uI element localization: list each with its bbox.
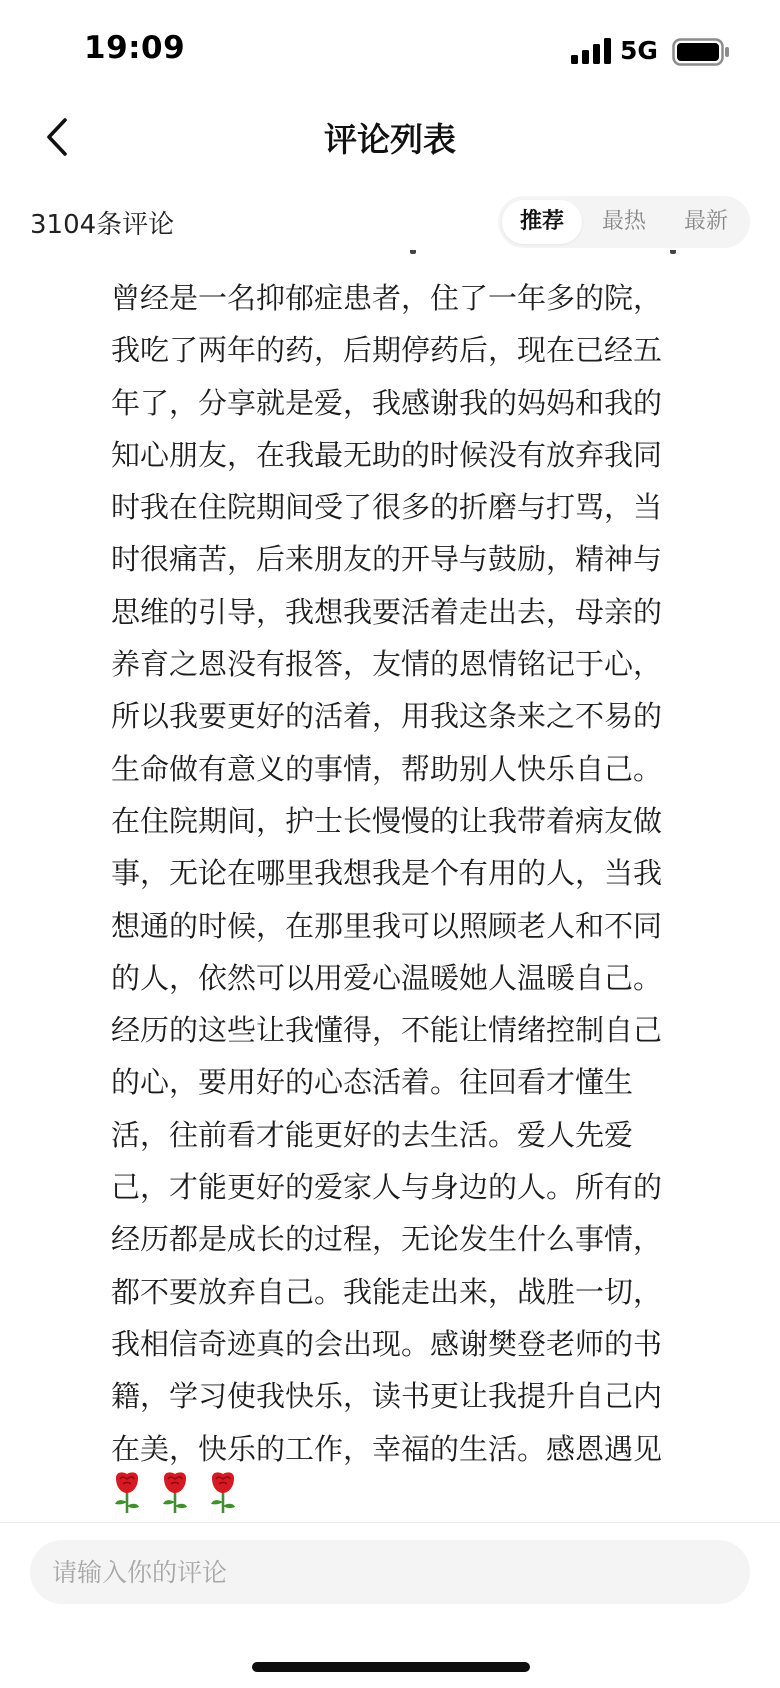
home-indicator[interactable]	[252, 1662, 530, 1672]
comment-line: 时很痛苦，后来朋友的开导与鼓励，精神与	[111, 542, 663, 577]
tab-hottest[interactable]: 最热	[601, 209, 646, 234]
comment-line: 在美，快乐的工作，幸福的生活。感恩遇见	[111, 1431, 663, 1466]
rose-icon	[159, 1470, 191, 1514]
comment-line: 的人，依然可以用爱心温暖她人温暖自己。	[111, 960, 663, 995]
status-time: 19:09	[84, 30, 186, 66]
tab-recommended[interactable]: 推荐	[502, 200, 582, 244]
comment-line: 年了，分享就是爱，我感谢我的妈妈和我的	[111, 385, 663, 420]
comment-line: 经历的这些让我懂得，不能让情绪控制自己	[111, 1013, 663, 1048]
comment-line: 籍，学习使我快乐，读书更让我提升自己内	[111, 1379, 663, 1414]
comment-line: 想通的时候，在那里我可以照顾老人和不同	[111, 908, 663, 943]
page-title: 评论列表	[324, 120, 456, 159]
comment-body	[111, 272, 731, 1475]
emoji-row	[111, 1470, 239, 1518]
comment-line: 我相信奇迹真的会出现。感谢樊登老师的书	[111, 1326, 663, 1361]
comment-line: 养育之恩没有报答，友情的恩情铭记于心，	[111, 647, 663, 682]
status-bar	[0, 0, 780, 100]
comment-line: 曾经是一名抑郁症患者，住了一年多的院，	[111, 281, 663, 315]
sort-tabs	[498, 196, 750, 248]
comment-input[interactable]	[30, 1540, 750, 1604]
comment-line: 思维的引导，我想我要活着走出去，母亲的	[111, 594, 663, 629]
comment-line: 己，才能更好的爱家人与身边的人。所有的	[111, 1170, 663, 1205]
rose-icon	[207, 1470, 239, 1514]
comment-line: 的心，要用好的心态活着。往回看才懂生	[111, 1065, 634, 1100]
comment-line: 时我在住院期间受了很多的折磨与打骂，当	[111, 490, 663, 525]
bottom-divider	[0, 1522, 780, 1523]
comment-line: 所以我要更好的活着，用我这条来之不易的	[111, 699, 663, 734]
signal-icon	[571, 38, 611, 64]
comment-line: 事，无论在哪里我想我是个有用的人，当我	[111, 856, 663, 891]
comment-count: 3104条评论	[30, 210, 175, 240]
comment-line: 在住院期间，护士长慢慢的让我带着病友做	[111, 803, 663, 838]
network-label: 5G	[620, 36, 658, 65]
rose-icon	[111, 1470, 143, 1514]
comment-line: 生命做有意义的事情，帮助别人快乐自己。	[111, 751, 663, 786]
comment-line: 经历都是成长的过程，无论发生什么事情，	[111, 1222, 663, 1257]
comment-line: 都不要放弃自己。我能走出来，战胜一切，	[111, 1274, 663, 1309]
comment-line: 活，往前看才能更好的去生活。爱人先爱	[111, 1117, 634, 1152]
comment-line: 我吃了两年的药，后期停药后，现在已经五	[111, 333, 663, 368]
tab-newest[interactable]: 最新	[683, 209, 728, 234]
comment-line: 知心朋友，在我最无助的时候没有放弃我同	[111, 437, 663, 472]
scrolled-text-fragment	[110, 250, 730, 260]
battery-icon	[672, 38, 730, 66]
